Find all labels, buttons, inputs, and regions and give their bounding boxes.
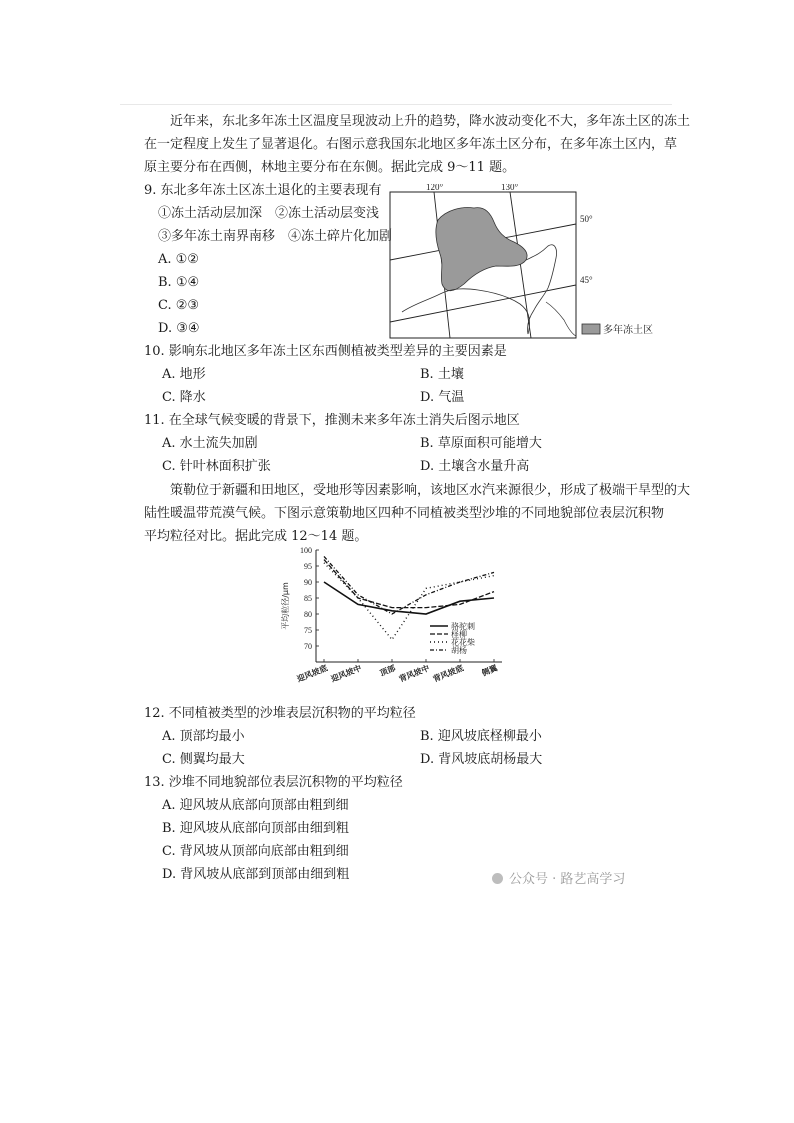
q13-option-a[interactable]: A. 迎风坡从底部向顶部由粗到细: [162, 798, 349, 813]
q10-option-a[interactable]: A. 地形: [162, 367, 206, 382]
watermark: [492, 868, 625, 887]
q12-option-c[interactable]: C. 侧翼均最大: [162, 752, 245, 767]
legend-label-3: 花花柴: [451, 638, 475, 647]
q13-option-c[interactable]: C. 背风坡从顶部向底部由粗到细: [162, 844, 349, 859]
coastline: [546, 302, 576, 336]
intro1-line-3: 原主要分布在西侧，林地主要分布在东侧。据此完成 9～11 题。: [144, 160, 516, 175]
q10-option-d[interactable]: D. 气温: [420, 390, 465, 405]
legend-label-1: 骆驼刺: [451, 622, 475, 631]
x-tick-label: 迎风坡中: [329, 663, 363, 684]
q13-stem: 13. 沙堆不同地貌部位表层沉积物的平均粒径: [144, 775, 403, 790]
x-tick-label: 侧翼: [480, 663, 499, 678]
watermark-text: 公众号 · 路艺高学习: [509, 872, 626, 887]
legend-swatch: [582, 324, 600, 334]
southern-boundary: [402, 289, 530, 334]
y-tick-label: 95: [304, 562, 312, 571]
q11-option-c[interactable]: C. 针叶林面积扩张: [162, 459, 271, 474]
lat-label-45: 45°: [580, 275, 593, 285]
y-tick-label: 80: [304, 610, 312, 619]
q11-stem: 11. 在全球气候变暖的背景下，推测未来多年冻土消失后图示地区: [144, 413, 520, 428]
q12-option-b[interactable]: B. 迎风坡底柽柳最小: [420, 729, 542, 744]
x-tick-label: 顶部: [378, 663, 397, 678]
y-tick-label: 100: [300, 546, 312, 555]
q11-option-a[interactable]: A. 水土流失加剧: [162, 436, 258, 451]
series-line-1: [324, 582, 494, 614]
x-tick-label: 背风坡底: [431, 663, 465, 684]
intro2-line-2: 陆性暖温带荒漠气候。下图示意策勒地区四种不同植被类型沙堆的不同地貌部位表层沉积物: [144, 506, 665, 521]
q12-stem: 12. 不同植被类型的沙堆表层沉积物的平均粒径: [144, 706, 416, 721]
wechat-icon: [492, 873, 503, 884]
permafrost-region: [436, 208, 527, 291]
x-tick-label: 背风坡中: [397, 663, 431, 684]
permafrost-map: [388, 184, 660, 342]
series-line-4: [324, 556, 494, 614]
y-tick-label: 90: [304, 578, 312, 587]
q12-option-d[interactable]: D. 背风坡底胡杨最大: [420, 752, 543, 767]
q9-option-a[interactable]: A. ①②: [158, 252, 199, 267]
lon-label-130: 130°: [501, 184, 519, 192]
intro2-line-3: 平均粒径对比。据此完成 12～14 题。: [144, 529, 368, 544]
q9-option-d[interactable]: D. ③④: [158, 321, 200, 336]
legend-label-4: 胡杨: [451, 646, 467, 655]
x-tick-label: 迎风坡底: [295, 663, 329, 684]
lon-label-120: 120°: [426, 184, 444, 192]
q10-option-c[interactable]: C. 降水: [162, 390, 206, 405]
legend-label-2: 柽柳: [451, 630, 467, 639]
y-tick-label: 75: [304, 626, 312, 635]
grain-size-chart: [276, 540, 516, 700]
y-axis-label: 平均粒径/μm: [281, 582, 290, 630]
y-tick-label: 85: [304, 594, 312, 603]
q13-option-d[interactable]: D. 背风坡从底部到顶部由细到粗: [162, 867, 350, 882]
intro2-line-1: 策勒位于新疆和田地区，受地形等因素影响，该地区水汽来源很少，形成了极端干旱型的大: [170, 483, 691, 498]
q9-items-1: ①冻土活动层加深 ②冻土活动层变浅: [158, 206, 380, 221]
q10-option-b[interactable]: B. 土壤: [420, 367, 464, 382]
intro1-line-2: 在一定程度上发生了显著退化。右图示意我国东北地区多年冻土区分布，在多年冻土区内，草: [144, 137, 678, 152]
q9-option-b[interactable]: B. ①④: [158, 275, 200, 290]
header-divider: [120, 104, 672, 105]
q10-stem: 10. 影响东北地区多年冻土区东西侧植被类型差异的主要因素是: [144, 344, 507, 359]
q9-option-c[interactable]: C. ②③: [158, 298, 200, 313]
q9-stem: 9. 东北多年冻土区冻土退化的主要表现有: [144, 183, 382, 198]
q11-option-d[interactable]: D. 土壤含水量升高: [420, 459, 530, 474]
q9-items-2: ③多年冻土南界南移 ④冻土碎片化加剧: [158, 229, 393, 244]
lat-label-50: 50°: [580, 214, 593, 224]
q12-option-a[interactable]: A. 顶部均最小: [162, 729, 245, 744]
y-tick-label: 70: [304, 642, 312, 651]
q11-option-b[interactable]: B. 草原面积可能增大: [420, 436, 542, 451]
q13-option-b[interactable]: B. 迎风坡从底部向顶部由细到粗: [162, 821, 349, 836]
intro1-line-1: 近年来，东北多年冻土区温度呈现波动上升的趋势，降水波动变化不大，多年冻土区的冻土: [170, 114, 691, 129]
legend-label: 多年冻土区: [603, 325, 653, 336]
